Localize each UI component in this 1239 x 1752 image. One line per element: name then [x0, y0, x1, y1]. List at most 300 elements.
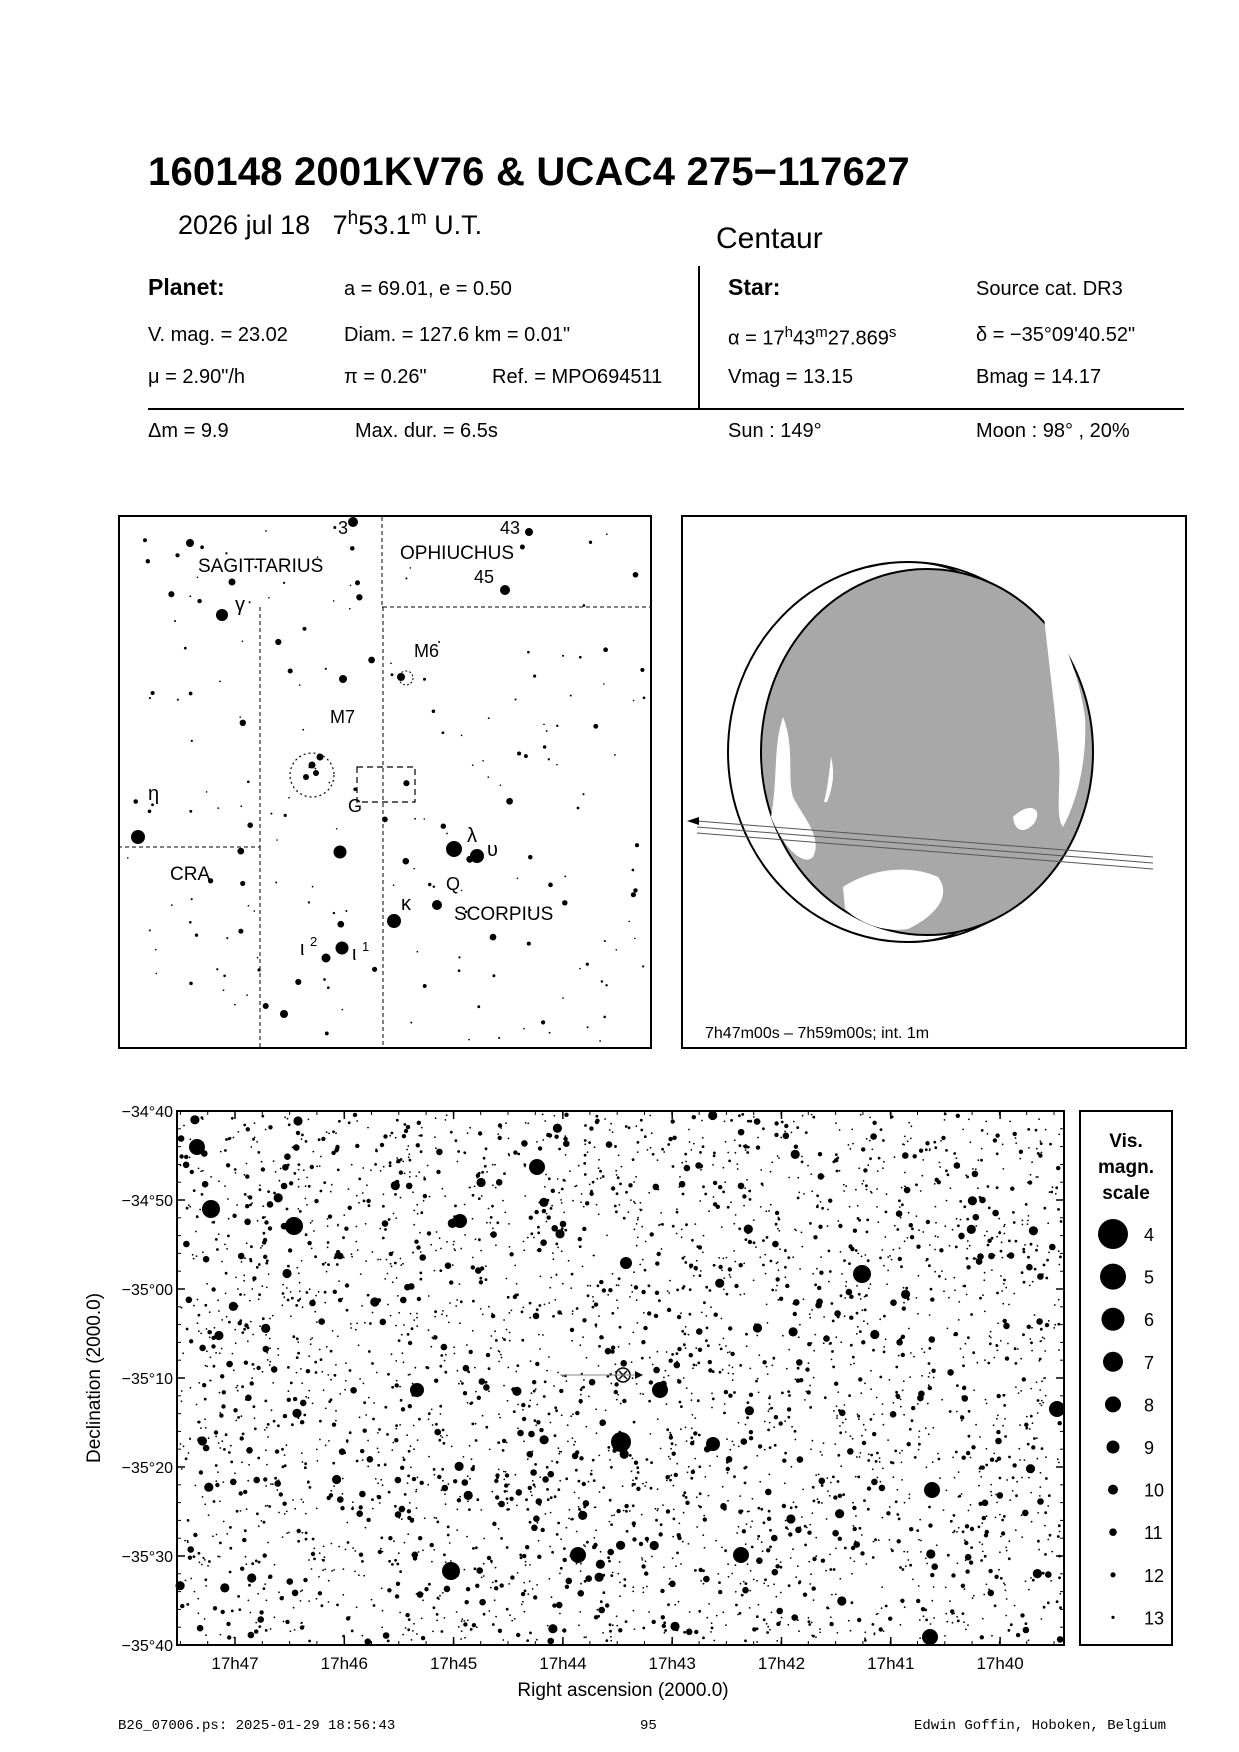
field-star	[670, 1474, 672, 1476]
field-star	[358, 1178, 361, 1181]
field-star	[218, 1233, 220, 1235]
x-tick-label: 17h41	[867, 1654, 915, 1673]
field-star	[371, 1251, 373, 1253]
field-star	[522, 1417, 526, 1421]
field-star	[481, 1195, 483, 1197]
field-star	[265, 1334, 267, 1336]
field-star	[330, 1379, 332, 1381]
field-star	[608, 1450, 610, 1452]
field-star	[514, 1265, 516, 1267]
field-star	[855, 1249, 858, 1252]
field-star	[801, 1232, 803, 1234]
field-star	[849, 1316, 853, 1320]
field-star	[853, 1229, 857, 1233]
field-star	[523, 1241, 525, 1243]
field-star	[812, 1586, 816, 1590]
field-star	[852, 1506, 856, 1510]
field-star	[696, 1526, 698, 1528]
field-star	[527, 1123, 529, 1125]
field-star	[265, 1505, 267, 1507]
field-star	[529, 1564, 531, 1566]
field-star	[844, 1315, 846, 1317]
field-star	[520, 1556, 523, 1559]
field-star	[718, 1185, 722, 1189]
field-star	[247, 1327, 250, 1330]
field-star	[606, 1141, 613, 1148]
ra-seconds-unit: s	[888, 324, 897, 341]
field-star	[199, 1209, 201, 1211]
field-star	[1059, 1593, 1061, 1595]
field-star	[771, 1612, 773, 1614]
field-star	[643, 1326, 647, 1330]
field-star	[490, 1231, 497, 1238]
field-star	[657, 1252, 661, 1256]
field-star	[412, 1477, 416, 1481]
field-star	[570, 1415, 572, 1417]
field-star	[1044, 1525, 1046, 1527]
field-star	[831, 1350, 834, 1353]
field-star	[902, 1568, 905, 1571]
field-star	[753, 1116, 755, 1118]
field-star	[879, 1457, 881, 1459]
field-star	[678, 1523, 680, 1525]
field-star	[697, 1399, 700, 1402]
field-star	[261, 1115, 264, 1118]
field-star	[240, 1510, 242, 1512]
field-star	[498, 1501, 505, 1508]
field-star	[411, 1518, 414, 1521]
field-star	[229, 1571, 232, 1574]
field-star	[677, 1536, 681, 1540]
field-star	[302, 1501, 304, 1503]
field-star	[396, 1563, 399, 1566]
field-star	[310, 1165, 314, 1169]
field-star	[529, 1302, 532, 1305]
field-star	[733, 1223, 735, 1225]
field-star	[564, 1180, 566, 1182]
finder-label-iota1: ι	[352, 943, 357, 965]
field-star	[623, 1578, 626, 1581]
field-star	[536, 1404, 538, 1406]
field-star	[633, 1271, 635, 1273]
field-star	[449, 1302, 451, 1304]
field-star	[979, 1541, 981, 1543]
field-star	[918, 1229, 920, 1231]
field-star	[983, 1594, 985, 1596]
field-star	[883, 1315, 886, 1318]
field-star	[428, 1329, 430, 1331]
planet-reference: Ref. = MPO694511	[492, 366, 663, 388]
field-star	[682, 1257, 685, 1260]
field-star	[928, 1386, 932, 1390]
field-star	[298, 1163, 301, 1166]
field-star	[666, 1480, 668, 1482]
field-star	[415, 1491, 417, 1493]
field-star	[538, 1146, 542, 1150]
field-star	[410, 1313, 412, 1315]
field-star	[860, 1551, 864, 1555]
field-star	[339, 1448, 346, 1455]
field-star	[593, 1543, 597, 1547]
field-star	[537, 1226, 540, 1229]
field-star	[525, 1122, 527, 1124]
field-star	[928, 1384, 930, 1386]
field-star	[966, 1257, 969, 1260]
field-star	[676, 1208, 678, 1210]
field-star	[511, 1310, 513, 1312]
field-star	[645, 1241, 647, 1243]
field-star	[471, 1423, 474, 1426]
field-star	[747, 1401, 750, 1404]
field-star	[380, 1259, 382, 1261]
field-star	[206, 1328, 208, 1330]
field-star	[306, 1369, 310, 1373]
field-star	[952, 1622, 954, 1624]
y-tick-label: −34°50	[121, 1193, 173, 1210]
field-star	[437, 1475, 441, 1479]
field-star	[1015, 1494, 1018, 1497]
field-star	[622, 1485, 624, 1487]
field-star	[503, 1440, 505, 1442]
field-star	[947, 1173, 950, 1176]
field-star	[517, 1430, 524, 1437]
field-star	[558, 1453, 560, 1455]
field-star	[489, 1222, 491, 1224]
field-star	[408, 1153, 410, 1155]
field-star	[1031, 1445, 1035, 1449]
field-star	[319, 1439, 321, 1441]
field-star	[383, 1193, 385, 1195]
field-star	[392, 1251, 394, 1253]
field-star	[358, 1574, 360, 1576]
field-star	[637, 1471, 640, 1474]
field-star	[890, 1411, 897, 1418]
field-star	[575, 1411, 579, 1415]
field-star	[413, 1319, 415, 1321]
field-star	[419, 1538, 421, 1540]
field-star	[569, 1509, 571, 1511]
field-star	[529, 1317, 531, 1319]
field-star	[735, 1591, 737, 1593]
field-star	[962, 1456, 966, 1460]
field-star	[679, 1401, 682, 1404]
field-star	[323, 1181, 326, 1184]
field-star	[703, 1583, 705, 1585]
field-star	[324, 1569, 326, 1571]
field-star	[662, 1624, 666, 1628]
field-star	[351, 1507, 354, 1510]
field-star	[770, 1407, 773, 1410]
field-star	[211, 1344, 215, 1348]
field-star	[727, 1563, 729, 1565]
field-star	[921, 1375, 923, 1377]
field-star	[498, 1469, 500, 1471]
field-star	[791, 1466, 793, 1468]
field-star	[503, 1479, 505, 1481]
field-star	[469, 1127, 471, 1129]
legend-magnitude: 13	[1144, 1608, 1165, 1629]
field-star	[225, 1433, 228, 1436]
field-star	[193, 1555, 196, 1558]
field-star	[758, 1392, 760, 1394]
field-star	[282, 1284, 284, 1286]
field-star	[745, 1406, 754, 1415]
field-star	[928, 1264, 931, 1267]
field-star	[422, 1599, 424, 1601]
field-star	[985, 1121, 987, 1123]
field-star	[560, 1199, 562, 1201]
field-star	[917, 1313, 919, 1315]
field-star	[495, 1244, 497, 1246]
field-star	[215, 1436, 217, 1438]
field-star	[899, 1452, 901, 1454]
field-star	[416, 1143, 420, 1147]
field-star	[269, 1338, 271, 1340]
field-star	[355, 1329, 357, 1331]
field-star	[812, 1116, 815, 1119]
field-star	[759, 1481, 761, 1483]
field-star	[262, 1205, 264, 1207]
legend-dot	[1102, 1308, 1125, 1331]
field-star	[964, 1541, 968, 1545]
field-star	[829, 1622, 833, 1626]
field-star	[745, 1424, 747, 1426]
field-star	[559, 1451, 561, 1453]
field-star	[1041, 1405, 1043, 1407]
field-star	[326, 1346, 328, 1348]
field-star	[891, 1259, 893, 1261]
field-star	[740, 1294, 742, 1296]
field-star	[384, 1406, 387, 1409]
field-star	[732, 1441, 734, 1443]
field-star	[538, 1334, 540, 1336]
field-star	[777, 1228, 779, 1230]
field-star	[829, 1554, 831, 1556]
field-star	[966, 1265, 970, 1269]
field-star	[424, 1587, 428, 1591]
field-star	[778, 1217, 780, 1219]
field-star	[741, 1594, 744, 1597]
field-star	[1058, 1134, 1060, 1136]
field-star	[446, 1435, 448, 1437]
field-star	[863, 1499, 866, 1502]
field-star	[1036, 1148, 1038, 1150]
field-star	[903, 1144, 905, 1146]
field-star	[324, 1291, 327, 1294]
field-star	[963, 1356, 965, 1358]
field-star	[672, 1165, 675, 1168]
field-star	[584, 1139, 587, 1142]
field-star	[930, 1623, 932, 1625]
field-star	[1048, 1494, 1051, 1497]
field-star	[655, 1291, 659, 1295]
field-star	[641, 1340, 645, 1344]
field-star	[919, 1519, 921, 1521]
field-star	[702, 1637, 705, 1640]
field-star	[911, 1406, 915, 1410]
field-star	[826, 1518, 828, 1520]
field-star	[745, 1582, 748, 1585]
field-star	[318, 1318, 325, 1325]
field-star	[415, 1175, 417, 1177]
field-star	[542, 1334, 544, 1336]
field-star	[362, 1167, 364, 1169]
legend-dot	[1108, 1485, 1118, 1495]
field-star	[391, 1449, 393, 1451]
field-star	[464, 1491, 473, 1500]
field-star	[572, 1313, 574, 1315]
field-star	[261, 1167, 265, 1171]
field-star	[846, 1289, 853, 1296]
field-star	[785, 1249, 787, 1251]
field-star	[782, 1335, 784, 1337]
field-star	[641, 1226, 643, 1228]
field-star	[560, 1567, 563, 1570]
field-star	[558, 1192, 560, 1194]
field-star	[722, 1486, 724, 1488]
field-star	[417, 1213, 419, 1215]
field-star	[636, 1322, 638, 1324]
field-star	[787, 1390, 790, 1393]
field-star	[550, 1512, 552, 1514]
field-star	[632, 1332, 634, 1334]
field-star	[508, 1312, 510, 1314]
field-star	[183, 1125, 185, 1127]
field-star	[275, 1449, 279, 1453]
field-star	[599, 1170, 602, 1173]
field-star	[928, 1362, 931, 1365]
field-star	[234, 1168, 237, 1171]
field-star	[1055, 1186, 1058, 1189]
field-star	[814, 1283, 817, 1286]
field-star	[239, 1293, 242, 1296]
field-star	[245, 1399, 247, 1401]
field-star	[918, 1391, 925, 1398]
field-star	[301, 1382, 303, 1384]
field-star	[564, 1113, 568, 1117]
field-star	[799, 1268, 801, 1270]
field-star	[540, 1239, 547, 1246]
field-star	[692, 1414, 694, 1416]
field-star	[585, 1426, 587, 1428]
field-star	[336, 1604, 339, 1607]
field-star	[217, 1299, 219, 1301]
field-star	[1034, 1314, 1036, 1316]
field-star	[689, 1288, 692, 1291]
field-star	[188, 1204, 190, 1206]
field-star	[842, 1493, 845, 1496]
field-star	[954, 1477, 956, 1479]
field-star	[263, 1553, 267, 1557]
field-star	[214, 1430, 218, 1434]
field-star	[308, 1355, 310, 1357]
field-star	[559, 1573, 561, 1575]
field-star	[497, 1133, 499, 1135]
field-star	[1009, 1499, 1011, 1501]
field-star	[987, 1133, 989, 1135]
field-star	[719, 1371, 722, 1374]
field-star	[613, 1514, 615, 1516]
field-star	[204, 1559, 206, 1561]
field-star	[225, 1293, 227, 1295]
field-star	[857, 1326, 859, 1328]
field-star	[1013, 1293, 1015, 1295]
field-star	[768, 1410, 770, 1412]
field-star	[583, 1162, 586, 1165]
field-star	[784, 1482, 786, 1484]
field-star	[1008, 1240, 1011, 1243]
field-star	[193, 1533, 197, 1537]
field-star	[463, 1365, 470, 1372]
field-star	[337, 1496, 344, 1503]
field-star	[1020, 1358, 1022, 1360]
field-star	[793, 1299, 800, 1306]
field-star	[1018, 1448, 1020, 1450]
field-star	[1027, 1443, 1030, 1446]
field-star	[843, 1259, 846, 1262]
field-star	[951, 1573, 955, 1577]
field-star	[739, 1263, 743, 1267]
field-star	[730, 1201, 732, 1203]
field-star	[280, 1168, 282, 1170]
field-star	[710, 1306, 712, 1308]
field-star	[984, 1359, 986, 1361]
field-star	[778, 1157, 780, 1159]
field-star	[333, 1485, 335, 1487]
field-star	[632, 1504, 635, 1507]
field-star	[682, 1541, 684, 1543]
field-star	[1059, 1531, 1061, 1533]
field-star	[913, 1356, 915, 1358]
field-star	[763, 1618, 766, 1621]
field-star	[1043, 1207, 1046, 1210]
field-star	[718, 1265, 722, 1269]
field-star	[1025, 1427, 1028, 1430]
field-star	[739, 1364, 742, 1367]
field-star	[821, 1207, 824, 1210]
field-star	[1023, 1627, 1030, 1634]
field-star	[455, 1139, 458, 1142]
field-star	[827, 1490, 829, 1492]
field-star	[687, 1472, 689, 1474]
field-star	[753, 1323, 762, 1332]
field-star	[227, 1235, 230, 1238]
field-star	[844, 1547, 847, 1550]
field-star	[194, 1591, 196, 1593]
field-star	[598, 1167, 600, 1169]
field-star	[901, 1203, 904, 1206]
field-star	[293, 1172, 296, 1175]
field-star	[245, 1204, 249, 1208]
field-star	[997, 1350, 999, 1352]
field-star	[1012, 1463, 1016, 1467]
field-star	[308, 1640, 311, 1643]
field-star	[1019, 1424, 1021, 1426]
field-star	[1037, 1399, 1040, 1402]
field-star	[855, 1476, 857, 1478]
field-star	[548, 1302, 550, 1304]
field-star	[439, 1237, 441, 1239]
field-star	[246, 1508, 248, 1510]
field-star	[830, 1482, 832, 1484]
field-star	[962, 1364, 965, 1367]
field-star	[858, 1219, 861, 1222]
field-star	[267, 1423, 270, 1426]
field-star	[935, 1235, 937, 1237]
field-star	[195, 1485, 197, 1487]
field-star	[1004, 1224, 1006, 1226]
field-star	[267, 1201, 274, 1208]
